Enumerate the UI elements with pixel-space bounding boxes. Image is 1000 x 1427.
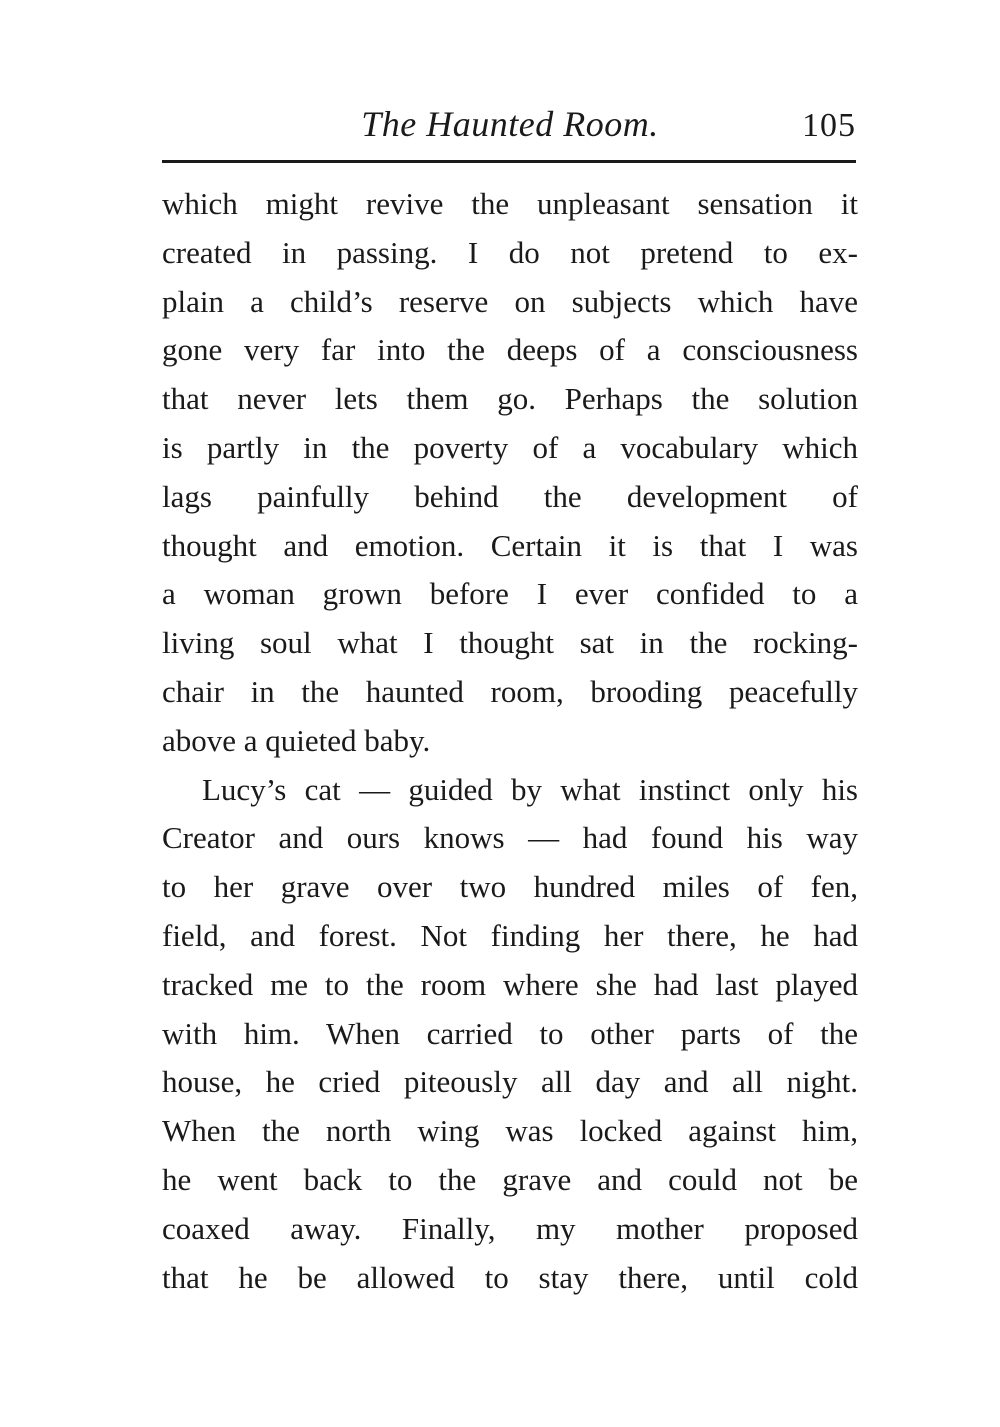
text-line: coaxed away. Finally, my mother proposed [162,1210,858,1246]
text-line: that never lets them go. Perhaps the solution [162,381,858,417]
text-line: chair in the haunted room, brooding peacefully [162,673,858,709]
text-line: Creator and ours knows — had found his way [162,820,858,856]
text-line: gone very far into the deeps of a consciousness [162,332,858,368]
text-line: a woman grown before I ever confided to a [162,576,858,612]
text-line: with him. When carried to other parts of the [162,1015,858,1051]
text-line: thought and emotion. Certain it is that I was [162,527,858,563]
text-line: is partly in the poverty of a vocabulary which [162,429,858,465]
text-line: When the north wing was locked against him, [162,1113,858,1149]
text-line: to her grave over two hundred miles of fen, [162,869,858,905]
body-text [162,180,858,1302]
text-line: that he be allowed to stay there, until cold [162,1259,858,1295]
text-line: house, he cried piteously all day and all night. [162,1064,858,1100]
page-number: 105 [802,107,856,144]
text-line: Lucy’s cat — guided by what instinct only his [202,771,858,807]
header-rule [162,160,856,163]
text-line: he went back to the grave and could not be [162,1161,858,1197]
text-line: plain a child’s reserve on subjects which have [162,283,858,319]
text-line: above a quieted baby. [162,722,431,758]
text-line: which might revive the unpleasant sensation it [162,186,858,221]
text-line: living soul what I thought sat in the rocking- [162,625,858,661]
text-line: lags painfully behind the development of [162,478,858,514]
text-line: field, and forest. Not finding her there, he had [162,917,858,953]
running-title: The Haunted Room. [361,104,659,144]
text-line: created in passing. I do not pretend to ex- [162,234,858,270]
text-line: tracked me to the room where she had last played [162,966,858,1002]
paragraph-1 [162,180,858,766]
paragraph-2 [162,766,858,1303]
